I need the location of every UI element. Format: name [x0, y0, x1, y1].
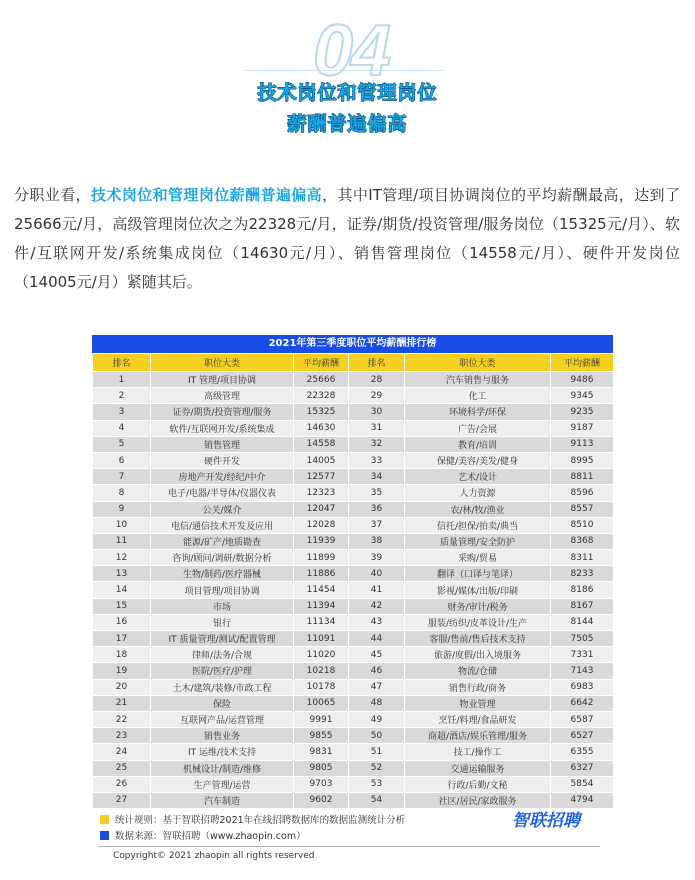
- cell-category-2: 服装/纺织/皮革设计/生产: [405, 614, 551, 630]
- stat-rule-note: [100, 812, 405, 826]
- header-category-2: 职位大类: [405, 354, 551, 372]
- cell-salary: 14558: [294, 436, 349, 452]
- cell-category: 项目管理/项目协调: [151, 582, 294, 598]
- table-row: [93, 485, 614, 501]
- cell-rank: 19: [93, 663, 151, 679]
- ranking-grid: [92, 353, 614, 809]
- cell-salary-2: 8311: [551, 550, 614, 566]
- cell-category: 电信/通信技术开发及应用: [151, 517, 294, 533]
- cell-salary: 10065: [294, 695, 349, 711]
- header-divider: [245, 70, 445, 71]
- cell-salary: 15325: [294, 404, 349, 420]
- cell-rank-2: 39: [349, 550, 405, 566]
- cell-salary-2: 9486: [551, 372, 614, 388]
- cell-category: 软件/互联网开发/系统集成: [151, 420, 294, 436]
- cell-salary-2: 8368: [551, 533, 614, 549]
- cell-rank-2: 45: [349, 647, 405, 663]
- cell-rank-2: 43: [349, 614, 405, 630]
- table-row: [93, 404, 614, 420]
- cell-rank: 25: [93, 760, 151, 776]
- cell-salary-2: 9187: [551, 420, 614, 436]
- cell-category-2: 农/林/牧/渔业: [405, 501, 551, 517]
- cell-salary-2: 8167: [551, 598, 614, 614]
- cell-category: 互联网产品/运营管理: [151, 711, 294, 727]
- table-row: [93, 598, 614, 614]
- cell-rank-2: 31: [349, 420, 405, 436]
- cell-rank-2: 46: [349, 663, 405, 679]
- table-row: [93, 744, 614, 760]
- section-title-line2: 薪酬普遍偏高: [287, 113, 408, 135]
- cell-salary: 12047: [294, 501, 349, 517]
- table-row: [93, 695, 614, 711]
- cell-category: 保险: [151, 695, 294, 711]
- cell-category-2: 质量管理/安全防护: [405, 533, 551, 549]
- cell-salary: 25666: [294, 372, 349, 388]
- cell-rank: 2: [93, 388, 151, 404]
- cell-rank: 20: [93, 679, 151, 695]
- stat-rule-text: 统计规则：基于智联招聘2021年在线招聘数据库的数据监测统计分析: [115, 815, 406, 826]
- cell-salary: 22328: [294, 388, 349, 404]
- cell-rank-2: 36: [349, 501, 405, 517]
- cell-salary-2: 8510: [551, 517, 614, 533]
- cell-salary-2: 8995: [551, 452, 614, 468]
- cell-rank: 9: [93, 501, 151, 517]
- cell-category-2: 教育/培训: [405, 436, 551, 452]
- cell-salary-2: 8144: [551, 614, 614, 630]
- data-source-note: [100, 828, 306, 842]
- table-row: [93, 452, 614, 468]
- cell-category: 房地产开发/经纪/中介: [151, 469, 294, 485]
- paragraph-highlight: 技术岗位和管理岗位薪酬普遍偏高: [91, 186, 323, 204]
- footer-divider: [98, 846, 600, 847]
- cell-salary-2: 9235: [551, 404, 614, 420]
- salary-ranking-table: [92, 335, 613, 809]
- cell-rank-2: 34: [349, 469, 405, 485]
- cell-rank-2: 50: [349, 728, 405, 744]
- cell-salary-2: 8186: [551, 582, 614, 598]
- cell-rank: 1: [93, 372, 151, 388]
- table-row: [93, 566, 614, 582]
- cell-rank: 8: [93, 485, 151, 501]
- cell-salary-2: 7505: [551, 631, 614, 647]
- table-row: [93, 533, 614, 549]
- cell-salary-2: 9345: [551, 388, 614, 404]
- cell-category-2: 影视/媒体/出版/印刷: [405, 582, 551, 598]
- cell-category-2: 交通运输服务: [405, 760, 551, 776]
- cell-salary-2: 4794: [551, 792, 614, 808]
- cell-rank: 14: [93, 582, 151, 598]
- cell-rank: 4: [93, 420, 151, 436]
- header-salary: 平均薪酬: [294, 354, 349, 372]
- blue-square-icon: [100, 831, 109, 840]
- header-rank-2: 排名: [349, 354, 405, 372]
- cell-salary: 11939: [294, 533, 349, 549]
- copyright-text: Copyright© 2021 zhaopin all rights reserved: [113, 851, 315, 861]
- cell-salary: 10178: [294, 679, 349, 695]
- table-row: [93, 647, 614, 663]
- cell-rank: 22: [93, 711, 151, 727]
- cell-rank: 21: [93, 695, 151, 711]
- cell-rank: 12: [93, 550, 151, 566]
- cell-category-2: 技工/操作工: [405, 744, 551, 760]
- cell-salary: 9991: [294, 711, 349, 727]
- cell-rank: 3: [93, 404, 151, 420]
- cell-category: 销售管理: [151, 436, 294, 452]
- zhaopin-logo: [512, 806, 580, 831]
- table-row: [93, 420, 614, 436]
- cell-salary-2: 6983: [551, 679, 614, 695]
- cell-rank-2: 53: [349, 776, 405, 792]
- cell-rank: 16: [93, 614, 151, 630]
- cell-rank: 7: [93, 469, 151, 485]
- cell-category: 土木/建筑/装修/市政工程: [151, 679, 294, 695]
- cell-category: 市场: [151, 598, 294, 614]
- cell-category: 汽车制造: [151, 792, 294, 808]
- cell-category-2: 行政/后勤/文秘: [405, 776, 551, 792]
- cell-rank: 18: [93, 647, 151, 663]
- cell-category: 公关/媒介: [151, 501, 294, 517]
- table-row: [93, 582, 614, 598]
- cell-category: 高级管理: [151, 388, 294, 404]
- cell-category-2: 环境科学/环保: [405, 404, 551, 420]
- cell-category: 律师/法务/合规: [151, 647, 294, 663]
- cell-rank: 17: [93, 631, 151, 647]
- cell-salary: 9602: [294, 792, 349, 808]
- table-row: [93, 501, 614, 517]
- cell-category: IT 运维/技术支持: [151, 744, 294, 760]
- cell-rank: 5: [93, 436, 151, 452]
- cell-rank-2: 35: [349, 485, 405, 501]
- brand-text: 智联招聘: [512, 811, 580, 831]
- cell-rank-2: 40: [349, 566, 405, 582]
- cell-category: 生物/制药/医疗器械: [151, 566, 294, 582]
- cell-salary: 9805: [294, 760, 349, 776]
- section-title-line1: 技术岗位和管理岗位: [257, 82, 438, 104]
- cell-rank-2: 49: [349, 711, 405, 727]
- cell-category: 机械设计/制造/维修: [151, 760, 294, 776]
- cell-salary: 11454: [294, 582, 349, 598]
- cell-category-2: 财务/审计/税务: [405, 598, 551, 614]
- table-row: [93, 517, 614, 533]
- table-row: [93, 550, 614, 566]
- cell-category: IT 质量管理/测试/配置管理: [151, 631, 294, 647]
- data-source-text: 数据来源：智联招聘（www.zhaopin.com）: [115, 831, 306, 842]
- cell-salary-2: 6355: [551, 744, 614, 760]
- cell-salary: 11899: [294, 550, 349, 566]
- cell-category-2: 采购/贸易: [405, 550, 551, 566]
- cell-salary: 14005: [294, 452, 349, 468]
- cell-salary-2: 8596: [551, 485, 614, 501]
- cell-rank-2: 33: [349, 452, 405, 468]
- table-title: 2021年第三季度职位平均薪酬排行榜: [92, 335, 613, 353]
- cell-rank-2: 51: [349, 744, 405, 760]
- table-row: [93, 728, 614, 744]
- cell-category: 销售业务: [151, 728, 294, 744]
- cell-category-2: 化工: [405, 388, 551, 404]
- cell-category-2: 社区/居民/家政服务: [405, 792, 551, 808]
- table-body: [93, 372, 614, 809]
- cell-category: IT 管理/项目协调: [151, 372, 294, 388]
- cell-salary: 12028: [294, 517, 349, 533]
- cell-salary-2: 7143: [551, 663, 614, 679]
- section-number: 04: [312, 11, 390, 91]
- table-row: [93, 631, 614, 647]
- cell-category: 生产管理/运营: [151, 776, 294, 792]
- cell-salary-2: 8557: [551, 501, 614, 517]
- cell-salary: 12323: [294, 485, 349, 501]
- cell-rank-2: 54: [349, 792, 405, 808]
- table-row: [93, 388, 614, 404]
- cell-category: 能源/矿产/地质勘查: [151, 533, 294, 549]
- header-category: 职位大类: [151, 354, 294, 372]
- cell-rank: 27: [93, 792, 151, 808]
- cell-salary: 12577: [294, 469, 349, 485]
- cell-category-2: 信托/担保/拍卖/典当: [405, 517, 551, 533]
- cell-category: 硬件开发: [151, 452, 294, 468]
- cell-rank-2: 41: [349, 582, 405, 598]
- cell-salary: 11020: [294, 647, 349, 663]
- cell-rank-2: 52: [349, 760, 405, 776]
- cell-rank-2: 47: [349, 679, 405, 695]
- table-row: [93, 679, 614, 695]
- cell-salary: 10218: [294, 663, 349, 679]
- cell-rank-2: 32: [349, 436, 405, 452]
- cell-category-2: 物业管理: [405, 695, 551, 711]
- cell-rank: 15: [93, 598, 151, 614]
- cell-salary: 11091: [294, 631, 349, 647]
- cell-salary: 9703: [294, 776, 349, 792]
- table-row: [93, 436, 614, 452]
- cell-rank: 23: [93, 728, 151, 744]
- table-header-row: [93, 354, 614, 372]
- cell-salary-2: 6642: [551, 695, 614, 711]
- cell-salary: 14630: [294, 420, 349, 436]
- header-rank: 排名: [93, 354, 151, 372]
- table-row: [93, 614, 614, 630]
- cell-rank: 11: [93, 533, 151, 549]
- cell-category-2: 旅游/度假/出入境服务: [405, 647, 551, 663]
- table-row: [93, 663, 614, 679]
- cell-salary-2: 6327: [551, 760, 614, 776]
- cell-category-2: 保健/美容/美发/健身: [405, 452, 551, 468]
- paragraph-lead: 分职业看，: [14, 186, 92, 204]
- cell-salary-2: 6527: [551, 728, 614, 744]
- cell-category-2: 物流/仓储: [405, 663, 551, 679]
- header-salary-2: 平均薪酬: [551, 354, 614, 372]
- cell-category: 医院/医疗/护理: [151, 663, 294, 679]
- cell-rank-2: 38: [349, 533, 405, 549]
- cell-rank-2: 37: [349, 517, 405, 533]
- cell-rank: 26: [93, 776, 151, 792]
- cell-rank: 13: [93, 566, 151, 582]
- cell-category-2: 客服/售前/售后技术支持: [405, 631, 551, 647]
- paragraph-body: ，其中IT管理/项目协调岗位的平均薪酬最高，达到了25666元/月，高级管理岗位次之为22328元/月，证券/期货/投资管理/服务岗位（15325元/月）、软件/互联网开发/系统集成岗位（14630元/月）、销售管理岗位（14558元/月）、硬件开发岗位（14005元/月）紧随其后。: [14, 186, 680, 291]
- cell-category-2: 艺术/设计: [405, 469, 551, 485]
- cell-category-2: 汽车销售与服务: [405, 372, 551, 388]
- table-row: [93, 776, 614, 792]
- cell-rank-2: 29: [349, 388, 405, 404]
- cell-salary: 11134: [294, 614, 349, 630]
- cell-category-2: 人力资源: [405, 485, 551, 501]
- cell-salary-2: 5854: [551, 776, 614, 792]
- yellow-square-icon: [100, 815, 109, 824]
- table-row: [93, 711, 614, 727]
- cell-salary-2: 6587: [551, 711, 614, 727]
- cell-rank-2: 48: [349, 695, 405, 711]
- cell-salary: 9831: [294, 744, 349, 760]
- cell-rank-2: 28: [349, 372, 405, 388]
- cell-salary-2: 8811: [551, 469, 614, 485]
- cell-category: 银行: [151, 614, 294, 630]
- table-row: [93, 372, 614, 388]
- cell-salary: 11394: [294, 598, 349, 614]
- cell-category-2: 翻译（口译与笔译）: [405, 566, 551, 582]
- table-row: [93, 469, 614, 485]
- cell-category: 电子/电器/半导体/仪器仪表: [151, 485, 294, 501]
- cell-salary-2: 7331: [551, 647, 614, 663]
- cell-category: 咨询/顾问/调研/数据分析: [151, 550, 294, 566]
- cell-rank-2: 30: [349, 404, 405, 420]
- cell-rank: 10: [93, 517, 151, 533]
- cell-category-2: 商超/酒店/娱乐管理/服务: [405, 728, 551, 744]
- cell-category-2: 销售行政/商务: [405, 679, 551, 695]
- cell-rank: 6: [93, 452, 151, 468]
- cell-salary: 11886: [294, 566, 349, 582]
- cell-salary-2: 9113: [551, 436, 614, 452]
- cell-salary: 9855: [294, 728, 349, 744]
- table-row: [93, 760, 614, 776]
- cell-rank-2: 42: [349, 598, 405, 614]
- cell-salary-2: 8233: [551, 566, 614, 582]
- analysis-paragraph: [14, 181, 680, 297]
- cell-rank-2: 44: [349, 631, 405, 647]
- cell-category-2: 烹饪/料理/食品研发: [405, 711, 551, 727]
- cell-rank: 24: [93, 744, 151, 760]
- cell-category: 证券/期货/投资管理/服务: [151, 404, 294, 420]
- cell-category-2: 广告/会展: [405, 420, 551, 436]
